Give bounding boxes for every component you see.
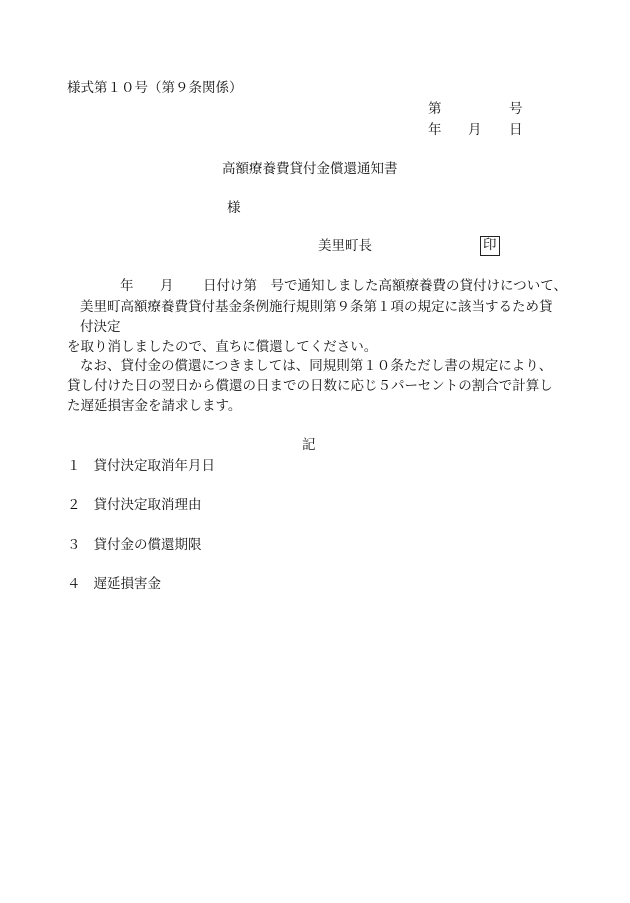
body-line5: なお、貸付金の償還につきましては、同規則第１０条ただし書の規定により、: [80, 358, 553, 374]
body-line4: を取り消しましたので、直ちに償還してください。: [67, 339, 378, 355]
item-number: ２: [67, 497, 81, 513]
body-line1-month: 月: [160, 278, 174, 294]
body-line7: た遅延損害金を請求します。: [67, 398, 242, 414]
body-line1-year: 年: [120, 278, 134, 294]
list-item: [67, 496, 202, 514]
document-title: 高額療養費貸付金償還通知書: [222, 161, 398, 177]
doc-number-prefix: 第: [428, 101, 442, 117]
seal-mark: 印: [480, 236, 500, 256]
item-label: 貸付金の償還期限: [93, 537, 202, 553]
issuer-name: 美里町長: [318, 238, 372, 254]
item-label: 貸付決定取消理由: [93, 497, 202, 513]
list-item: [67, 575, 161, 593]
body-line6: 貸し付けた日の翌日から償還の日までの日数に応じ５パーセントの割合で計算し: [67, 378, 553, 394]
body-line1-rest: 日付け第 号で通知しました高額療養費の貸付けについて、: [203, 278, 567, 294]
date-year: 年: [428, 122, 442, 138]
item-label: 貸付決定取消年月日: [93, 458, 215, 474]
form-label: 様式第１０号（第９条関係）: [67, 80, 243, 96]
addressee-suffix: 様: [227, 200, 241, 216]
date-day: 日: [509, 122, 523, 138]
seal-wrapper: [480, 236, 500, 256]
item-number: １: [67, 458, 81, 474]
body-line2: 美里町高額療養費貸付基金条例施行規則第９条第１項の規定に該当するため貸: [80, 299, 553, 315]
list-item: [67, 536, 202, 554]
doc-number-suffix: 号: [509, 101, 523, 117]
list-item: [67, 457, 215, 475]
body-line3: 付決定: [80, 319, 121, 335]
date-month: 月: [468, 122, 482, 138]
item-number: ４: [67, 576, 81, 592]
ki-heading: 記: [302, 437, 316, 453]
item-number: ３: [67, 537, 81, 553]
item-label: 遅延損害金: [93, 576, 161, 592]
